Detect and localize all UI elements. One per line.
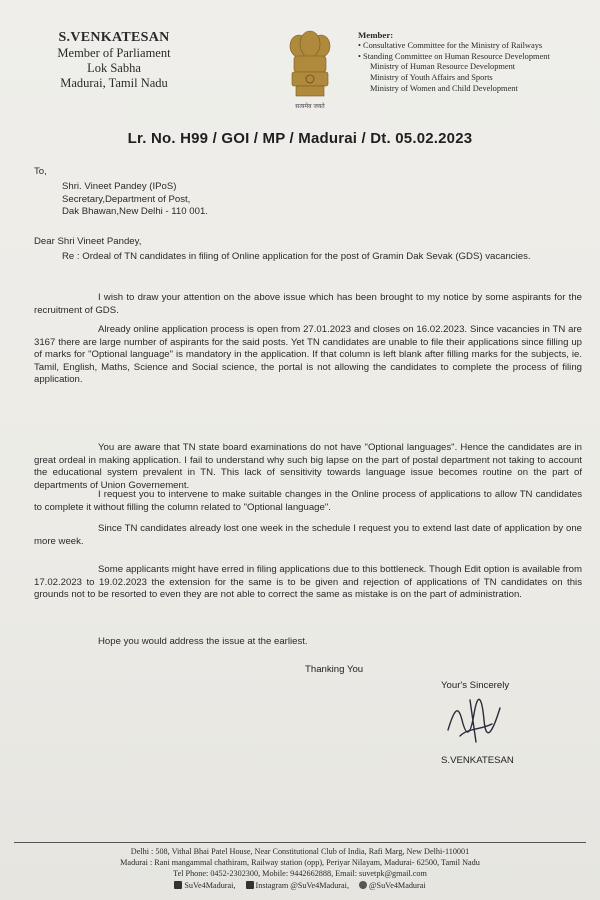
to-label: To, xyxy=(34,166,47,177)
footer xyxy=(0,846,600,891)
national-emblem-icon xyxy=(284,26,336,114)
emblem-caption: सत्यमेव जयते xyxy=(295,103,325,110)
ministry-item: Ministry of Human Resource Development xyxy=(370,62,516,72)
address-line: Shri. Vineet Pandey (IPoS) xyxy=(62,181,177,192)
committee-list xyxy=(358,30,598,95)
address-line: Secretary,Department of Post, xyxy=(62,193,191,205)
paragraph: You are aware that TN state board examinations do not have "Optional languages". Hence the candidates are in great ordeal in making application. I fail to understand why such big lapse on the part of postal department not taking to account the educational system prevalent in TN. This lack of sensitivity towards language issue becomes routine on the part of departments of Union Governement. xyxy=(34,442,582,491)
address-line: Dak Bhawan,New Delhi - 110 001. xyxy=(62,206,208,217)
contact-line: Tel Phone: 0452-2302300, Mobile: 9442662888, Email: suvetpk@gmail.com xyxy=(173,869,427,879)
recipient-address xyxy=(62,181,362,219)
twitter-link[interactable]: @SuVe4Madurai xyxy=(359,880,426,891)
letter-reference: Lr. No. H99 / GOI / MP / Madurai / Dt. 05.02.2023 xyxy=(127,130,473,147)
social-links xyxy=(174,880,425,891)
ministry-item: Ministry of Youth Affairs and Sports xyxy=(370,73,493,83)
signer-name: S.VENKATESAN xyxy=(441,755,514,766)
thanks-text: Thanking You xyxy=(305,664,364,675)
paragraph: I wish to draw your attention on the above issue which has been brought to my notice by some aspirants for the recruitment of GDS. xyxy=(34,292,582,316)
committee-item: • Consultative Committee for the Ministry of Railways xyxy=(358,41,598,52)
footer-divider xyxy=(14,842,586,843)
facebook-link[interactable]: SuVe4Madurai, xyxy=(174,880,235,891)
twitter-icon xyxy=(359,881,367,889)
mp-name: S.VENKATESAN xyxy=(58,30,170,45)
paragraph: Since TN candidates already lost one week in the schedule I request you to extend last date of application by one more week. xyxy=(34,523,582,547)
committee-item: • Standing Committee on Human Resource Development xyxy=(358,52,598,63)
paragraph: Already online application process is open from 27.01.2023 and closes on 16.02.2023. Since vacancies in TN are 3167 there are large number of aspirants for the said posts. Yet TN candidates are unable to file their applications since filling up of marks for "Optional language" is mandatory in the application. If that column is left blank after filling marks for the subjects, ie. Tamil, English, Maths, Science and Social science, the portal is not allowing the candidates to complete the process of filing application. xyxy=(34,324,582,385)
signature-image xyxy=(440,690,510,750)
paragraph: Some applicants might have erred in filing applications due to this bottleneck. Though Edit option is available from 17.02.2023 to 19.02.2023 the extension for the same is to be given and rejection of applications of TN candidates on this grounds not to be resorted to even they are not able to correct the same as mistake is on the part of administration. xyxy=(34,564,582,600)
instagram-link[interactable]: Instagram @SuVe4Madurai, xyxy=(246,880,350,891)
facebook-icon xyxy=(174,881,182,889)
madurai-address: Madurai : Rani mangammal chathiram, Railway station (opp), Periyar Nilayam, Madurai- 62500, Tamil Nadu xyxy=(120,858,480,868)
mp-house: Lok Sabha xyxy=(87,61,141,75)
mp-letterhead xyxy=(34,30,194,91)
paragraph: Hope you would address the issue at the earliest. xyxy=(98,636,308,647)
mp-place: Madurai, Tamil Nadu xyxy=(60,76,168,90)
instagram-icon xyxy=(246,881,254,889)
paragraph: I request you to intervene to make suitable changes in the Online process of applications to allow TN candidates to complete it without filling the column related to "Optional language". xyxy=(34,489,582,513)
ministry-item: Ministry of Women and Child Development xyxy=(370,83,518,93)
salutation: Dear Shri Vineet Pandey, xyxy=(34,236,142,247)
subject-line: Re : Ordeal of TN candidates in filing of Online application for the post of Gramin Dak Sevak (GDS) vacancies. xyxy=(62,251,531,262)
closing-text: Your's Sincerely xyxy=(441,680,510,691)
delhi-address: Delhi : 508, Vithal Bhai Patel House, Near Constitutional Club of India, Rafi Marg, New Delhi-110001 xyxy=(130,847,470,856)
mp-title: Member of Parliament xyxy=(57,46,171,60)
member-label: Member: xyxy=(358,30,394,40)
